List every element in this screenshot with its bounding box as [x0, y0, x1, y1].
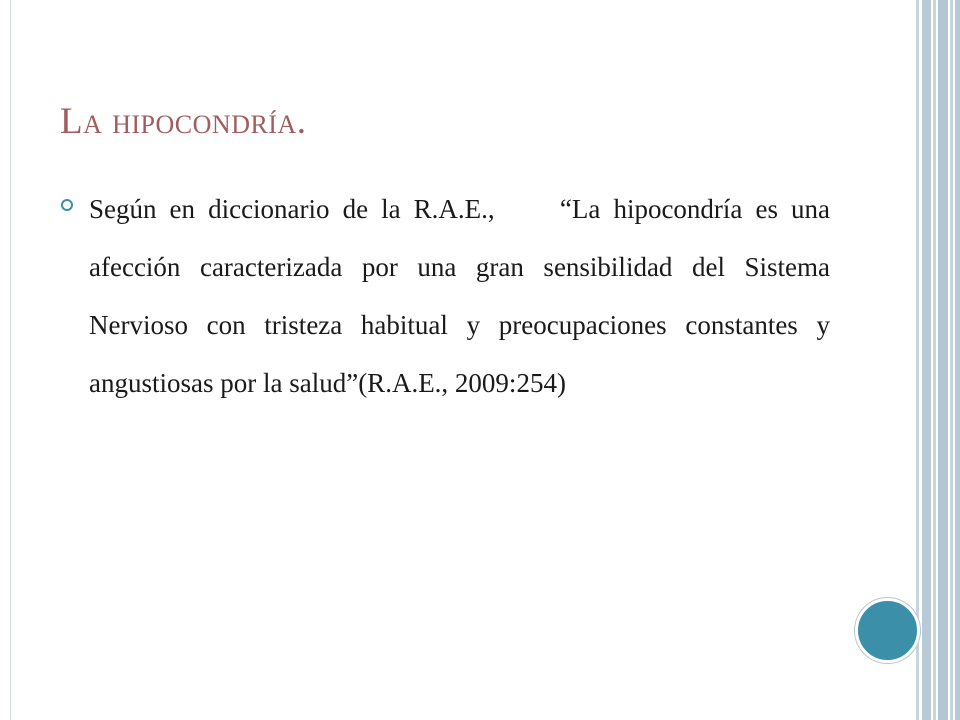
left-edge-rule: [0, 0, 11, 720]
accent-circle: [855, 598, 920, 663]
ring-bullet-icon: [60, 198, 74, 212]
bullet-list: [60, 180, 830, 412]
side-band-stripe: [950, 0, 953, 720]
side-band-stripe: [922, 0, 931, 720]
list-item: [60, 180, 830, 412]
side-band-stripe: [916, 0, 919, 720]
side-band-stripe: [955, 0, 960, 720]
decorative-side-band: [916, 0, 960, 720]
side-band-stripe: [938, 0, 948, 720]
side-band-stripe: [933, 0, 936, 720]
slide-title: La hipocondría.: [60, 101, 307, 142]
bullet-text: Según en diccionario de la R.A.E., “La hipocondría es una afección caracterizada por una gran sensibilidad del Sistema Nervioso con tristeza habitual y preocupaciones constantes y angustiosas por la salud”(R.A.E., 2009:254): [89, 194, 830, 398]
